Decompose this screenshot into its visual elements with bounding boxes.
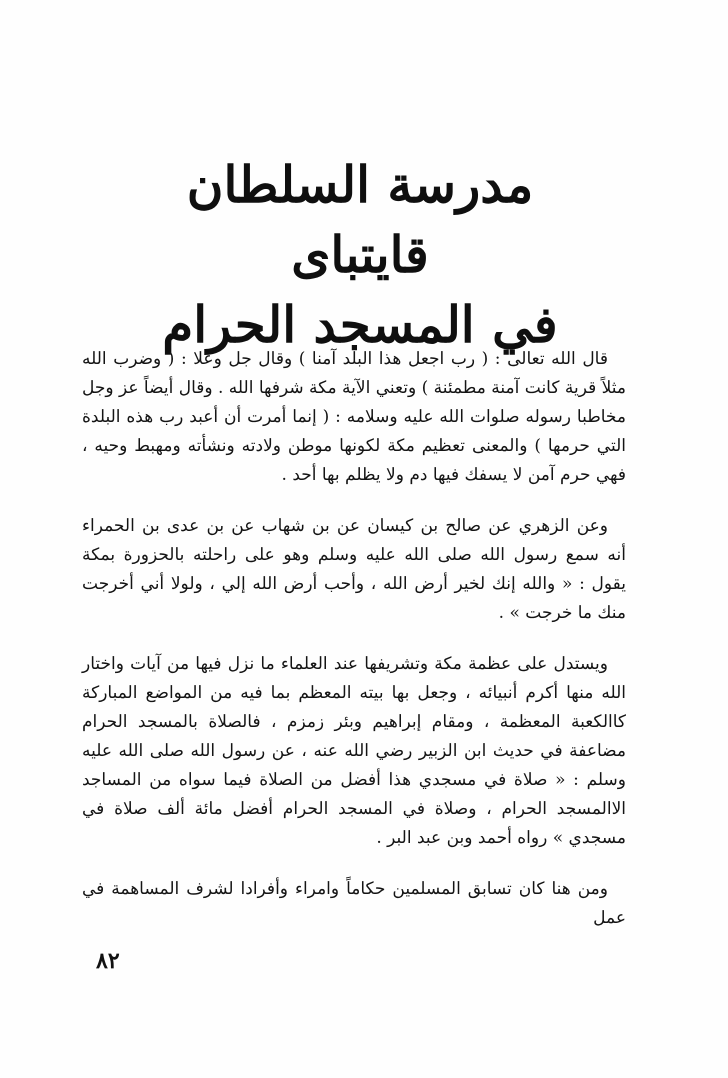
body-text xyxy=(82,345,626,955)
paragraph-4: ومن هنا كان تسابق المسلمين حكاماً وامراء وأفرادا لشرف المساهمة في عمل xyxy=(82,879,626,928)
chapter-title-line-1: مدرسة السلطان قايتباى xyxy=(186,155,534,284)
paragraph-1: قال الله تعالى : ( رب اجعل هذا البلد آمنا ) وقال جل وعلا : ( وضرب الله مثلاً قرية كانت آمنة مطمئنة ) وتعني الآية مكة شرفها الله . وقال أيضاً عز وجل مخاطبا رسوله صلوات الله عليه وسلامه : ( إنما أمرت أن أعبد رب هذه البلدة التي حرمها ) والمعنى تعظيم مكة لكونها موطن ولادته ونشأته ومهبط وحيه ، فهي حرم آمن لا يسفك فيها دم ولا يظلم بها أحد . xyxy=(82,349,626,485)
chapter-title-line-2: في المسجد الحرام xyxy=(162,295,558,354)
paragraph-2: وعن الزهري عن صالح بن كيسان عن بن شهاب عن بن عدى بن الحمراء أنه سمع رسول الله صلى الله عليه وسلم وهو على راحلته بالحزورة بمكة يقول : « والله إنك لخير أرض الله ، وأحب أرض الله إلي ، ولولا أني أخرجت منك ما خرجت » . xyxy=(82,516,626,623)
page-number: ٨٢ xyxy=(96,948,120,974)
paragraph-3: ويستدل على عظمة مكة وتشريفها عند العلماء ما نزل فيها من آيات واختار الله منها أكرم أنبيائه ، وجعل بها بيته المعظم بما فيه من المواضع المباركة كاالكعبة المعظمة ، ومقام إبراهيم وبئر زمزم ، فالصلاة بالمسجد الحرام مضاعفة في حديث ابن الزبير رضي الله عنه ، عن رسول الله صلى الله عليه وسلم : « صلاة في مسجدي هذا أفضل من الصلاة فيما سواه من المساجد الاالمسجد الحرام ، وصلاة في المسجد الحرام أفضل مائة ألف صلاة في مسجدي » رواه أحمد وبن عبد البر . xyxy=(82,654,626,848)
chapter-title xyxy=(140,150,580,360)
